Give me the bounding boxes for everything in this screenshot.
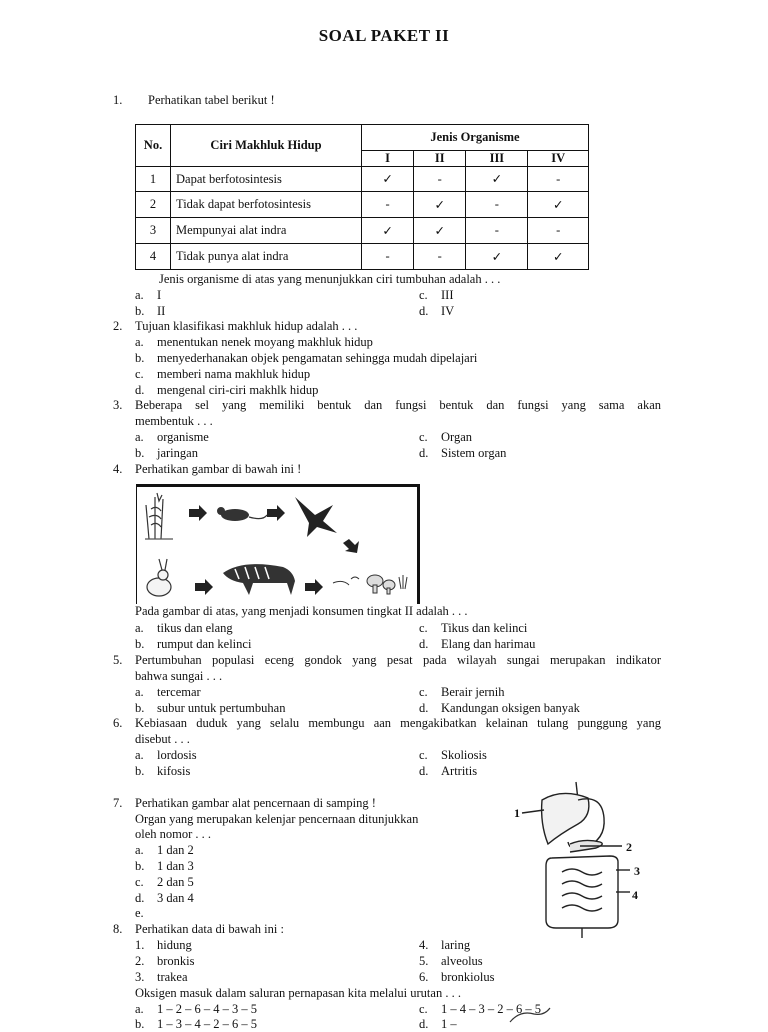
option-letter: d. xyxy=(419,304,429,318)
data-item: bronkis xyxy=(157,954,195,968)
row-cell: ✓ xyxy=(414,192,466,218)
row-cell: ✓ xyxy=(528,244,589,270)
row-cell: - xyxy=(414,244,466,270)
option-letter: a. xyxy=(135,430,144,444)
figure-label-3: 3 xyxy=(634,864,640,878)
option-letter: b. xyxy=(135,859,145,873)
row-no: 1 xyxy=(136,167,171,192)
option-letter: b. xyxy=(135,764,145,778)
option-letter: c. xyxy=(419,288,428,302)
option-letter: c. xyxy=(135,367,144,381)
q1-question: Jenis organisme di atas yang menunjukkan ciri tumbuhan adalah . . . xyxy=(159,272,501,286)
option-letter: a. xyxy=(135,685,144,699)
q7-option-b: 1 dan 3 xyxy=(157,859,194,873)
option-letter: d. xyxy=(135,383,145,397)
option-letter: c. xyxy=(419,1002,428,1016)
q7-number: 7. xyxy=(113,796,123,810)
data-item-number: 6. xyxy=(419,970,429,984)
option-letter: a. xyxy=(135,335,144,349)
option-letter: a. xyxy=(135,288,144,302)
q1-option-c: III xyxy=(441,288,454,302)
row-cell: - xyxy=(528,167,589,192)
table-col-header: I xyxy=(362,151,414,167)
table-row xyxy=(136,192,589,218)
q3-text-line2: membentuk . . . xyxy=(135,414,213,428)
data-item-number: 5. xyxy=(419,954,429,968)
option-letter: a. xyxy=(135,1002,144,1016)
characteristics-table xyxy=(135,124,589,270)
q4-option-d: Elang dan harimau xyxy=(441,637,536,651)
q1-option-b: II xyxy=(157,304,166,318)
option-letter: a. xyxy=(135,621,144,635)
q3-number: 3. xyxy=(113,398,123,412)
grass-icon xyxy=(145,493,173,539)
q5-number: 5. xyxy=(113,653,123,667)
arrow-right-icon xyxy=(267,505,285,521)
option-letter: c. xyxy=(419,748,428,762)
q4-question: Pada gambar di atas, yang menjadi konsumen tingkat II adalah . . . xyxy=(135,604,468,618)
q8-option-b: 1 – 3 – 4 – 2 – 6 – 5 xyxy=(157,1017,257,1031)
row-no: 4 xyxy=(136,244,171,270)
q7-option-d: 3 dan 4 xyxy=(157,891,194,905)
q1-text: Perhatikan tabel berikut ! xyxy=(148,93,275,107)
row-ciri: Mempunyai alat indra xyxy=(171,218,362,244)
row-no: 3 xyxy=(136,218,171,244)
food-chain-illustration xyxy=(137,487,417,613)
q3-text-line1: Beberapa sel yang memiliki bentuk dan fungsi bentuk dan fungsi yang sama akan xyxy=(135,398,661,412)
data-item-number: 3. xyxy=(135,970,145,984)
option-letter: a. xyxy=(135,748,144,762)
q1-number: 1. xyxy=(113,93,123,107)
mushroom-icon xyxy=(333,575,407,594)
arrow-right-icon xyxy=(189,505,207,521)
q4-option-a: tikus dan elang xyxy=(157,621,233,635)
option-letter: d. xyxy=(135,891,145,905)
figure-label-2: 2 xyxy=(626,840,632,854)
q7-option-a: 1 dan 2 xyxy=(157,843,194,857)
q2-option-d: mengenal ciri-ciri makhlk hidup xyxy=(157,383,319,397)
q5-option-b: subur untuk pertumbuhan xyxy=(157,701,286,715)
digestive-system-figure xyxy=(512,780,652,940)
figure-label-4: 4 xyxy=(632,888,638,902)
data-item-number: 2. xyxy=(135,954,145,968)
q1-option-a: I xyxy=(157,288,162,302)
q6-option-d: Artritis xyxy=(441,764,478,778)
table-col-header: IV xyxy=(528,151,589,167)
row-cell: - xyxy=(466,218,528,244)
row-no: 2 xyxy=(136,192,171,218)
q2-text: Tujuan klasifikasi makhluk hidup adalah . . . xyxy=(135,319,358,333)
q4-option-b: rumput dan kelinci xyxy=(157,637,252,651)
q3-option-d: Sistem organ xyxy=(441,446,507,460)
q8-text: Perhatikan data di bawah ini : xyxy=(135,922,284,936)
eagle-icon xyxy=(295,497,337,537)
data-item: alveolus xyxy=(441,954,483,968)
q7-text-line2: Organ yang merupakan kelenjar pencernaan ditunjukkan xyxy=(135,812,419,826)
q5-text-line2: bahwa sungai . . . xyxy=(135,669,223,683)
row-cell: ✓ xyxy=(528,192,589,218)
q5-option-d: Kandungan oksigen banyak xyxy=(441,701,580,715)
option-letter: d. xyxy=(419,1017,429,1031)
rat-icon xyxy=(217,507,267,521)
row-ciri: Tidak dapat berfotosintesis xyxy=(171,192,362,218)
rabbit-icon xyxy=(147,559,171,596)
row-cell: - xyxy=(414,167,466,192)
q8-option-c: 1 – 4 – 3 – 2 – 6 – 5 xyxy=(441,1002,541,1016)
q3-option-c: Organ xyxy=(441,430,473,444)
row-cell: ✓ xyxy=(414,218,466,244)
table-row xyxy=(136,218,589,244)
row-cell: - xyxy=(362,244,414,270)
q2-option-b: menyederhanakan objek pengamatan sehingga mudah dipelajari xyxy=(157,351,478,365)
option-letter: b. xyxy=(135,701,145,715)
option-letter: d. xyxy=(419,764,429,778)
q6-option-b: kifosis xyxy=(157,764,191,778)
q5-text-line1: Pertumbuhan populasi eceng gondok yang pesat pada wilayah sungai merupakan indikator xyxy=(135,653,661,667)
option-letter: d. xyxy=(419,446,429,460)
option-letter: c. xyxy=(419,685,428,699)
option-letter: d. xyxy=(419,701,429,715)
tiger-icon xyxy=(223,564,295,595)
option-letter: d. xyxy=(419,637,429,651)
q2-option-a: menentukan nenek moyang makhluk hidup xyxy=(157,335,373,349)
option-letter: b. xyxy=(135,1017,145,1031)
data-item-number: 1. xyxy=(135,938,145,952)
row-cell: ✓ xyxy=(466,244,528,270)
data-item: trakea xyxy=(157,970,188,984)
q7-text-line3: oleh nomor . . . xyxy=(135,827,212,841)
arrow-down-icon xyxy=(343,539,359,553)
q8-question: Oksigen masuk dalam saluran pernapasan kita melalui urutan . . . xyxy=(135,986,461,1000)
data-item: hidung xyxy=(157,938,192,952)
q4-text: Perhatikan gambar di bawah ini ! xyxy=(135,462,302,476)
arrow-right-icon xyxy=(195,579,213,595)
q8-option-d: 1 – xyxy=(441,1017,457,1031)
q3-option-a: organisme xyxy=(157,430,209,444)
table-header-ciri: Ciri Makhluk Hidup xyxy=(171,125,362,167)
arrow-right-icon xyxy=(305,579,323,595)
option-letter: b. xyxy=(135,304,145,318)
option-letter: e. xyxy=(135,906,144,920)
row-cell: ✓ xyxy=(362,167,414,192)
q5-option-c: Berair jernih xyxy=(441,685,505,699)
q4-number: 4. xyxy=(113,462,123,476)
q8-number: 8. xyxy=(113,922,123,936)
q1-option-d: IV xyxy=(441,304,455,318)
option-letter: b. xyxy=(135,446,145,460)
option-letter: c. xyxy=(419,621,428,635)
row-cell: - xyxy=(528,218,589,244)
q6-text-line2: disebut . . . xyxy=(135,732,190,746)
partial-figure-icon xyxy=(500,1004,560,1024)
option-letter: b. xyxy=(135,637,145,651)
q6-number: 6. xyxy=(113,716,123,730)
data-item-number: 4. xyxy=(419,938,429,952)
q4-option-c: Tikus dan kelinci xyxy=(441,621,528,635)
q3-option-b: jaringan xyxy=(157,446,198,460)
q8-option-a: 1 – 2 – 6 – 4 – 3 – 5 xyxy=(157,1002,257,1016)
row-ciri: Dapat berfotosintesis xyxy=(171,167,362,192)
option-letter: c. xyxy=(419,430,428,444)
row-ciri: Tidak punya alat indra xyxy=(171,244,362,270)
q7-text-line1: Perhatikan gambar alat pencernaan di samping ! xyxy=(135,796,376,810)
row-cell: - xyxy=(362,192,414,218)
q5-option-a: tercemar xyxy=(157,685,201,699)
digestive-system-illustration xyxy=(512,780,652,940)
option-letter: b. xyxy=(135,351,145,365)
q2-number: 2. xyxy=(113,319,123,333)
table-col-header: II xyxy=(414,151,466,167)
table-row xyxy=(136,167,589,192)
page-title: SOAL PAKET II xyxy=(318,26,450,45)
option-letter: c. xyxy=(135,875,144,889)
q2-option-c: memberi nama makhluk hidup xyxy=(157,367,311,381)
table-header-no: No. xyxy=(136,125,171,167)
q6-option-a: lordosis xyxy=(157,748,197,762)
table-header-jenis: Jenis Organisme xyxy=(362,125,589,151)
q6-text-line1: Kebiasaan duduk yang selalu membungu aan mengakibatkan kelainan tulang punggung yang xyxy=(135,716,661,730)
row-cell: ✓ xyxy=(466,167,528,192)
data-item: laring xyxy=(441,938,471,952)
q7-option-c: 2 dan 5 xyxy=(157,875,194,889)
option-letter: a. xyxy=(135,843,144,857)
food-chain-figure xyxy=(136,484,420,614)
q6-option-c: Skoliosis xyxy=(441,748,487,762)
table-row xyxy=(136,244,589,270)
figure-label-1: 1 xyxy=(514,806,520,820)
row-cell: ✓ xyxy=(362,218,414,244)
row-cell: - xyxy=(466,192,528,218)
data-item: bronkiolus xyxy=(441,970,495,984)
table-col-header: III xyxy=(466,151,528,167)
